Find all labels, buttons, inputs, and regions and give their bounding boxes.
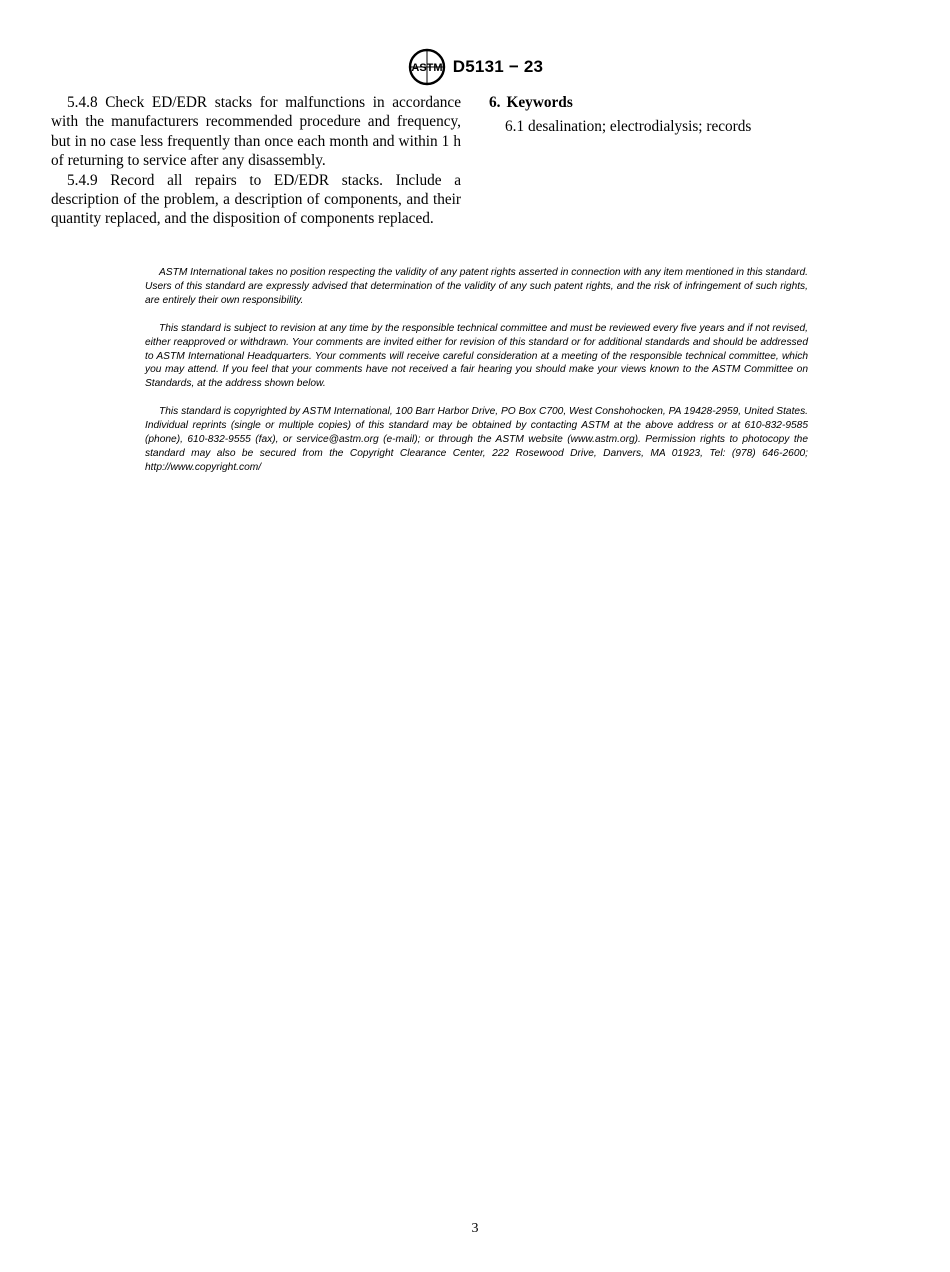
section-heading-keywords xyxy=(489,93,899,112)
page-header xyxy=(0,48,950,86)
left-column xyxy=(51,93,461,229)
paragraph-5-4-9: 5.4.9 Record all repairs to ED/EDR stacks. Include a description of the problem, a description of components, and their quantity replaced, and the disposition of components replaced. xyxy=(51,171,461,228)
right-column xyxy=(489,93,899,137)
legal-notices xyxy=(145,266,808,489)
paragraph-5-4-8: 5.4.8 Check ED/EDR stacks for malfunctions in accordance with the manufacturers recommended procedure and frequency, but in no case less frequently than once each month and within 1 h of returning to service after any disassembly. xyxy=(51,94,461,170)
page-number: 3 xyxy=(471,1221,479,1236)
logo-text: ASTM xyxy=(411,62,443,74)
copyright-notice: This standard is copyrighted by ASTM International, 100 Barr Harbor Drive, PO Box C700, West Conshohocken, PA 19428-2959, United States. Individual reprints (single or multiple copies) of this standard may be obtained by contacting ASTM at the above address or at 610-832-9585 (phone), 610-832-9555 (fax), or service@astm.org (e-mail); or through the ASTM website (www.astm.org). Permission rights to photocopy the standard may also be secured from the Copyright Clearance Center, 222 Rosewood Drive, Danvers, MA 01923, Tel: (978) 646-2600; http://www.copyright.com/ xyxy=(145,406,808,473)
section-number: 6. xyxy=(489,94,501,111)
section-title: Keywords xyxy=(506,94,573,111)
astm-logo-icon xyxy=(407,48,447,86)
document-id: D5131 − 23 xyxy=(452,57,544,76)
keywords-paragraph: 6.1 desalination; electrodialysis; records xyxy=(505,118,752,136)
revision-notice: This standard is subject to revision at any time by the responsible technical committee and must be reviewed every five years and if not revised, either reapproved or withdrawn. Your comments are invited either for revision of this standard or for additional standards and should be addressed to ASTM International Headquarters. Your comments will receive careful consideration at a meeting of the responsible technical committee, which you may attend. If you feel that your comments have not received a fair hearing you should make your views known to the ASTM Committee on Standards, at the address shown below. xyxy=(145,322,808,390)
patent-notice: ASTM International takes no position respecting the validity of any patent rights asserted in connection with any item mentioned in this standard. Users of this standard are expressly advised that determination of the validity of any such patent rights, and the risk of infringement of such rights, are entirely their own responsibility. xyxy=(145,267,808,306)
